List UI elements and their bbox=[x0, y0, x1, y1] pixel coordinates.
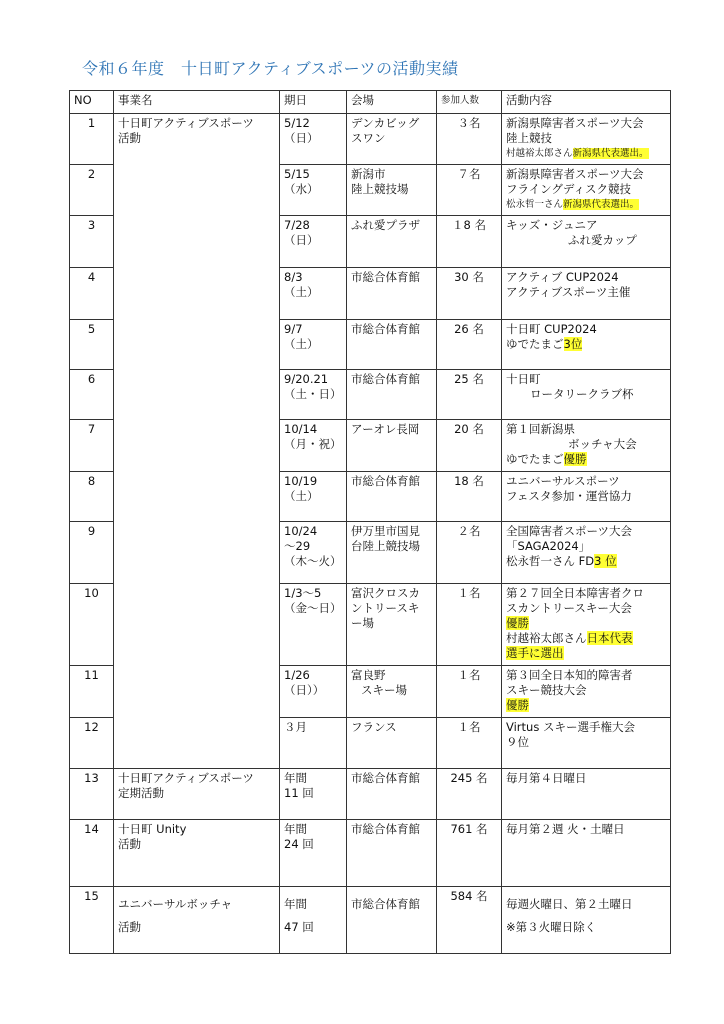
header-content: 活動内容 bbox=[502, 91, 671, 114]
header-count: 参加人数 bbox=[437, 91, 502, 114]
table-row: 3 7/28 （日） ふれ愛プラザ １8 名 キッズ・ジュニア ふれ愛カップ bbox=[70, 216, 671, 268]
table-row: 9 10/24 ～29 （木～火） 伊万里市国見 台陸上競技場 ２名 全国障害者スポーツ大会 「SAGA2024」 松永哲一さん FD3 位 bbox=[70, 522, 671, 584]
header-date: 期日 bbox=[280, 91, 347, 114]
header-row bbox=[70, 91, 671, 114]
table-row: 11 1/26 （日）） 富良野 スキー場 １名 第３回全日本知的障害者 スキー競技大会 優勝 bbox=[70, 666, 671, 718]
table-row: 5 9/7 （土） 市総合体育館 26 名 十日町 CUP2024 ゆでたまご3位 bbox=[70, 320, 671, 370]
header-no: NO bbox=[70, 91, 114, 114]
activity-table bbox=[69, 90, 671, 954]
table-row: 14 十日町 Unity 活動 年間 24 回 市総合体育館 761 名 毎月第２週 火・土曜日 bbox=[70, 820, 671, 887]
table-row: 4 8/3 （土） 市総合体育館 30 名 アクティブ CUP2024 アクティブスポーツ主催 bbox=[70, 268, 671, 320]
row-content: 新潟県障害者スポーツ大会 陸上競技 村越裕太郎さん新潟県代表選出。 bbox=[502, 114, 671, 165]
row-no: 1 bbox=[70, 114, 114, 165]
table-row: 7 10/14 （月・祝） アーオレ長岡 20 名 第１回新潟県 ボッチャ大会 ゆでたまご優勝 bbox=[70, 420, 671, 472]
table-row: 2 5/15 （水） 新潟市 陸上競技場 ７名 新潟県障害者スポーツ大会 フライングディスク競技 松永哲一さん新潟県代表選出。 bbox=[70, 165, 671, 216]
table-row: 6 9/20.21 （土・日） 市総合体育館 25 名 十日町 ロータリークラブ杯 bbox=[70, 370, 671, 420]
row-venue: デンカビッグ スワン bbox=[347, 114, 437, 165]
table-row bbox=[70, 114, 671, 165]
table-row: 12 ３月 フランス １名 Virtus スキー選手権大会 ９位 bbox=[70, 718, 671, 769]
table-row: 15 ユニバーサルボッチャ 活動 年間 47 回 市総合体育館 584 名 毎週火曜日、第２土曜日 ※第３火曜日除く bbox=[70, 887, 671, 954]
row-date: 5/12 （日） bbox=[280, 114, 347, 165]
table-row: 10 1/3～5 （金～日） 富沢クロスカ ントリースキ ー場 １名 第２７回全日本障害者クロ スカントリースキー大会 優勝 村越裕太郎さん日本代表 選手に選出 bbox=[70, 584, 671, 666]
header-venue: 会場 bbox=[347, 91, 437, 114]
table-row: 8 10/19 （土） 市総合体育館 18 名 ユニバーサルスポーツ フェスタ参加・運営協力 bbox=[70, 472, 671, 522]
table-row: 13 十日町アクティブスポーツ 定期活動 年間 11 回 市総合体育館 245 名 毎月第４日曜日 bbox=[70, 769, 671, 820]
page-title: 令和６年度 十日町アクティブスポーツの活動実績 bbox=[82, 59, 459, 78]
row-count: ３名 bbox=[437, 114, 502, 165]
header-name: 事業名 bbox=[114, 91, 280, 114]
row-name: 十日町アクティブスポーツ 活動 bbox=[114, 114, 280, 769]
